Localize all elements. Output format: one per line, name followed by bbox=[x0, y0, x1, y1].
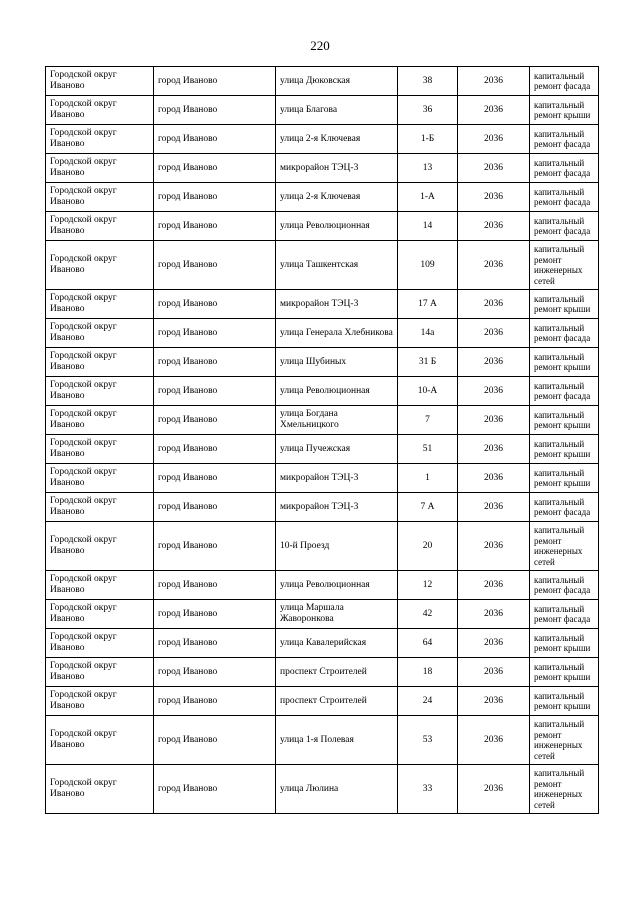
year-cell: 2036 bbox=[458, 629, 530, 658]
house-number-cell: 10-А bbox=[398, 377, 458, 406]
city-cell: город Иваново bbox=[154, 290, 276, 319]
year-cell: 2036 bbox=[458, 658, 530, 687]
municipality-cell: Городской округ Иваново bbox=[46, 125, 154, 154]
table-row bbox=[46, 290, 599, 319]
street-cell: улица 2-я Ключевая bbox=[276, 125, 398, 154]
city-cell: город Иваново bbox=[154, 522, 276, 571]
city-cell: город Иваново bbox=[154, 241, 276, 290]
city-cell: город Иваново bbox=[154, 406, 276, 435]
work-type-cell: капитальный ремонт инженерных сетей bbox=[530, 765, 599, 814]
work-type-cell: капитальный ремонт крыши bbox=[530, 687, 599, 716]
street-cell: проспект Строителей bbox=[276, 687, 398, 716]
table-row bbox=[46, 687, 599, 716]
table-row bbox=[46, 629, 599, 658]
work-type-cell: капитальный ремонт крыши bbox=[530, 290, 599, 319]
year-cell: 2036 bbox=[458, 464, 530, 493]
work-type-cell: капитальный ремонт фасада bbox=[530, 154, 599, 183]
year-cell: 2036 bbox=[458, 348, 530, 377]
table-row bbox=[46, 67, 599, 96]
street-cell: микрорайон ТЭЦ-3 bbox=[276, 154, 398, 183]
house-number-cell: 24 bbox=[398, 687, 458, 716]
year-cell: 2036 bbox=[458, 600, 530, 629]
house-number-cell: 14а bbox=[398, 319, 458, 348]
municipality-cell: Городской округ Иваново bbox=[46, 406, 154, 435]
street-cell: микрорайон ТЭЦ-3 bbox=[276, 290, 398, 319]
house-number-cell: 7 А bbox=[398, 493, 458, 522]
municipality-cell: Городской округ Иваново bbox=[46, 716, 154, 765]
house-number-cell: 1-А bbox=[398, 183, 458, 212]
street-cell: микрорайон ТЭЦ-3 bbox=[276, 464, 398, 493]
municipality-cell: Городской округ Иваново bbox=[46, 765, 154, 814]
house-number-cell: 38 bbox=[398, 67, 458, 96]
city-cell: город Иваново bbox=[154, 96, 276, 125]
house-number-cell: 14 bbox=[398, 212, 458, 241]
city-cell: город Иваново bbox=[154, 658, 276, 687]
year-cell: 2036 bbox=[458, 435, 530, 464]
city-cell: город Иваново bbox=[154, 154, 276, 183]
street-cell: улица Благова bbox=[276, 96, 398, 125]
house-number-cell: 31 Б bbox=[398, 348, 458, 377]
house-number-cell: 17 А bbox=[398, 290, 458, 319]
work-type-cell: капитальный ремонт крыши bbox=[530, 435, 599, 464]
street-cell: улица Маршала Жаворонкова bbox=[276, 600, 398, 629]
city-cell: город Иваново bbox=[154, 687, 276, 716]
table-row bbox=[46, 212, 599, 241]
city-cell: город Иваново bbox=[154, 464, 276, 493]
table-row bbox=[46, 464, 599, 493]
year-cell: 2036 bbox=[458, 67, 530, 96]
work-type-cell: капитальный ремонт инженерных сетей bbox=[530, 716, 599, 765]
table-row bbox=[46, 600, 599, 629]
work-type-cell: капитальный ремонт фасада bbox=[530, 183, 599, 212]
city-cell: город Иваново bbox=[154, 716, 276, 765]
city-cell: город Иваново bbox=[154, 600, 276, 629]
street-cell: улица Люлина bbox=[276, 765, 398, 814]
house-number-cell: 33 bbox=[398, 765, 458, 814]
table-row bbox=[46, 319, 599, 348]
table-row bbox=[46, 435, 599, 464]
street-cell: улица 2-я Ключевая bbox=[276, 183, 398, 212]
work-type-cell: капитальный ремонт фасада bbox=[530, 493, 599, 522]
year-cell: 2036 bbox=[458, 125, 530, 154]
table-row bbox=[46, 241, 599, 290]
work-type-cell: капитальный ремонт фасада bbox=[530, 571, 599, 600]
municipality-cell: Городской округ Иваново bbox=[46, 319, 154, 348]
city-cell: город Иваново bbox=[154, 377, 276, 406]
table-row bbox=[46, 658, 599, 687]
street-cell: улица Революционная bbox=[276, 212, 398, 241]
house-number-cell: 1-Б bbox=[398, 125, 458, 154]
year-cell: 2036 bbox=[458, 183, 530, 212]
municipality-cell: Городской округ Иваново bbox=[46, 493, 154, 522]
year-cell: 2036 bbox=[458, 96, 530, 125]
table-row bbox=[46, 377, 599, 406]
city-cell: город Иваново bbox=[154, 493, 276, 522]
street-cell: улица 1-я Полевая bbox=[276, 716, 398, 765]
year-cell: 2036 bbox=[458, 212, 530, 241]
city-cell: город Иваново bbox=[154, 125, 276, 154]
municipality-cell: Городской округ Иваново bbox=[46, 658, 154, 687]
house-number-cell: 109 bbox=[398, 241, 458, 290]
municipality-cell: Городской округ Иваново bbox=[46, 629, 154, 658]
municipality-cell: Городской округ Иваново bbox=[46, 212, 154, 241]
street-cell: улица Пучежская bbox=[276, 435, 398, 464]
municipality-cell: Городской округ Иваново bbox=[46, 464, 154, 493]
year-cell: 2036 bbox=[458, 241, 530, 290]
year-cell: 2036 bbox=[458, 687, 530, 716]
table-row bbox=[46, 716, 599, 765]
municipality-cell: Городской округ Иваново bbox=[46, 96, 154, 125]
street-cell: улица Богдана Хмельницкого bbox=[276, 406, 398, 435]
year-cell: 2036 bbox=[458, 765, 530, 814]
work-type-cell: капитальный ремонт инженерных сетей bbox=[530, 522, 599, 571]
street-cell: улица Ташкентская bbox=[276, 241, 398, 290]
buildings-table bbox=[45, 66, 599, 814]
street-cell: проспект Строителей bbox=[276, 658, 398, 687]
municipality-cell: Городской округ Иваново bbox=[46, 67, 154, 96]
house-number-cell: 42 bbox=[398, 600, 458, 629]
house-number-cell: 20 bbox=[398, 522, 458, 571]
year-cell: 2036 bbox=[458, 716, 530, 765]
municipality-cell: Городской округ Иваново bbox=[46, 183, 154, 212]
work-type-cell: капитальный ремонт фасада bbox=[530, 377, 599, 406]
table-row bbox=[46, 522, 599, 571]
municipality-cell: Городской округ Иваново bbox=[46, 154, 154, 183]
work-type-cell: капитальный ремонт инженерных сетей bbox=[530, 241, 599, 290]
page-number: 220 bbox=[310, 38, 330, 53]
table-row bbox=[46, 571, 599, 600]
table-row bbox=[46, 183, 599, 212]
city-cell: город Иваново bbox=[154, 629, 276, 658]
municipality-cell: Городской округ Иваново bbox=[46, 348, 154, 377]
city-cell: город Иваново bbox=[154, 435, 276, 464]
work-type-cell: капитальный ремонт крыши bbox=[530, 464, 599, 493]
table-row bbox=[46, 348, 599, 377]
work-type-cell: капитальный ремонт фасада bbox=[530, 600, 599, 629]
year-cell: 2036 bbox=[458, 571, 530, 600]
house-number-cell: 64 bbox=[398, 629, 458, 658]
house-number-cell: 1 bbox=[398, 464, 458, 493]
city-cell: город Иваново bbox=[154, 183, 276, 212]
municipality-cell: Городской округ Иваново bbox=[46, 290, 154, 319]
table-row bbox=[46, 493, 599, 522]
house-number-cell: 12 bbox=[398, 571, 458, 600]
city-cell: город Иваново bbox=[154, 319, 276, 348]
table-row bbox=[46, 96, 599, 125]
city-cell: город Иваново bbox=[154, 571, 276, 600]
street-cell: улица Революционная bbox=[276, 571, 398, 600]
work-type-cell: капитальный ремонт фасада bbox=[530, 125, 599, 154]
work-type-cell: капитальный ремонт крыши bbox=[530, 96, 599, 125]
municipality-cell: Городской округ Иваново bbox=[46, 435, 154, 464]
municipality-cell: Городской округ Иваново bbox=[46, 377, 154, 406]
municipality-cell: Городской округ Иваново bbox=[46, 600, 154, 629]
street-cell: улица Шубиных bbox=[276, 348, 398, 377]
municipality-cell: Городской округ Иваново bbox=[46, 522, 154, 571]
street-cell: 10-й Проезд bbox=[276, 522, 398, 571]
street-cell: микрорайон ТЭЦ-3 bbox=[276, 493, 398, 522]
city-cell: город Иваново bbox=[154, 212, 276, 241]
city-cell: город Иваново bbox=[154, 348, 276, 377]
work-type-cell: капитальный ремонт крыши bbox=[530, 629, 599, 658]
table-row bbox=[46, 154, 599, 183]
house-number-cell: 53 bbox=[398, 716, 458, 765]
table-row bbox=[46, 765, 599, 814]
work-type-cell: капитальный ремонт крыши bbox=[530, 406, 599, 435]
municipality-cell: Городской округ Иваново bbox=[46, 241, 154, 290]
city-cell: город Иваново bbox=[154, 765, 276, 814]
street-cell: улица Генерала Хлебникова bbox=[276, 319, 398, 348]
work-type-cell: капитальный ремонт фасада bbox=[530, 319, 599, 348]
city-cell: город Иваново bbox=[154, 67, 276, 96]
house-number-cell: 51 bbox=[398, 435, 458, 464]
year-cell: 2036 bbox=[458, 493, 530, 522]
house-number-cell: 13 bbox=[398, 154, 458, 183]
work-type-cell: капитальный ремонт крыши bbox=[530, 348, 599, 377]
street-cell: улица Революционная bbox=[276, 377, 398, 406]
municipality-cell: Городской округ Иваново bbox=[46, 571, 154, 600]
house-number-cell: 7 bbox=[398, 406, 458, 435]
table-row bbox=[46, 406, 599, 435]
house-number-cell: 18 bbox=[398, 658, 458, 687]
table-row bbox=[46, 125, 599, 154]
work-type-cell: капитальный ремонт крыши bbox=[530, 658, 599, 687]
municipality-cell: Городской округ Иваново bbox=[46, 687, 154, 716]
house-number-cell: 36 bbox=[398, 96, 458, 125]
year-cell: 2036 bbox=[458, 377, 530, 406]
work-type-cell: капитальный ремонт фасада bbox=[530, 67, 599, 96]
year-cell: 2036 bbox=[458, 522, 530, 571]
street-cell: улица Кавалерийская bbox=[276, 629, 398, 658]
year-cell: 2036 bbox=[458, 290, 530, 319]
year-cell: 2036 bbox=[458, 319, 530, 348]
street-cell: улица Дюковская bbox=[276, 67, 398, 96]
year-cell: 2036 bbox=[458, 406, 530, 435]
year-cell: 2036 bbox=[458, 154, 530, 183]
work-type-cell: капитальный ремонт фасада bbox=[530, 212, 599, 241]
